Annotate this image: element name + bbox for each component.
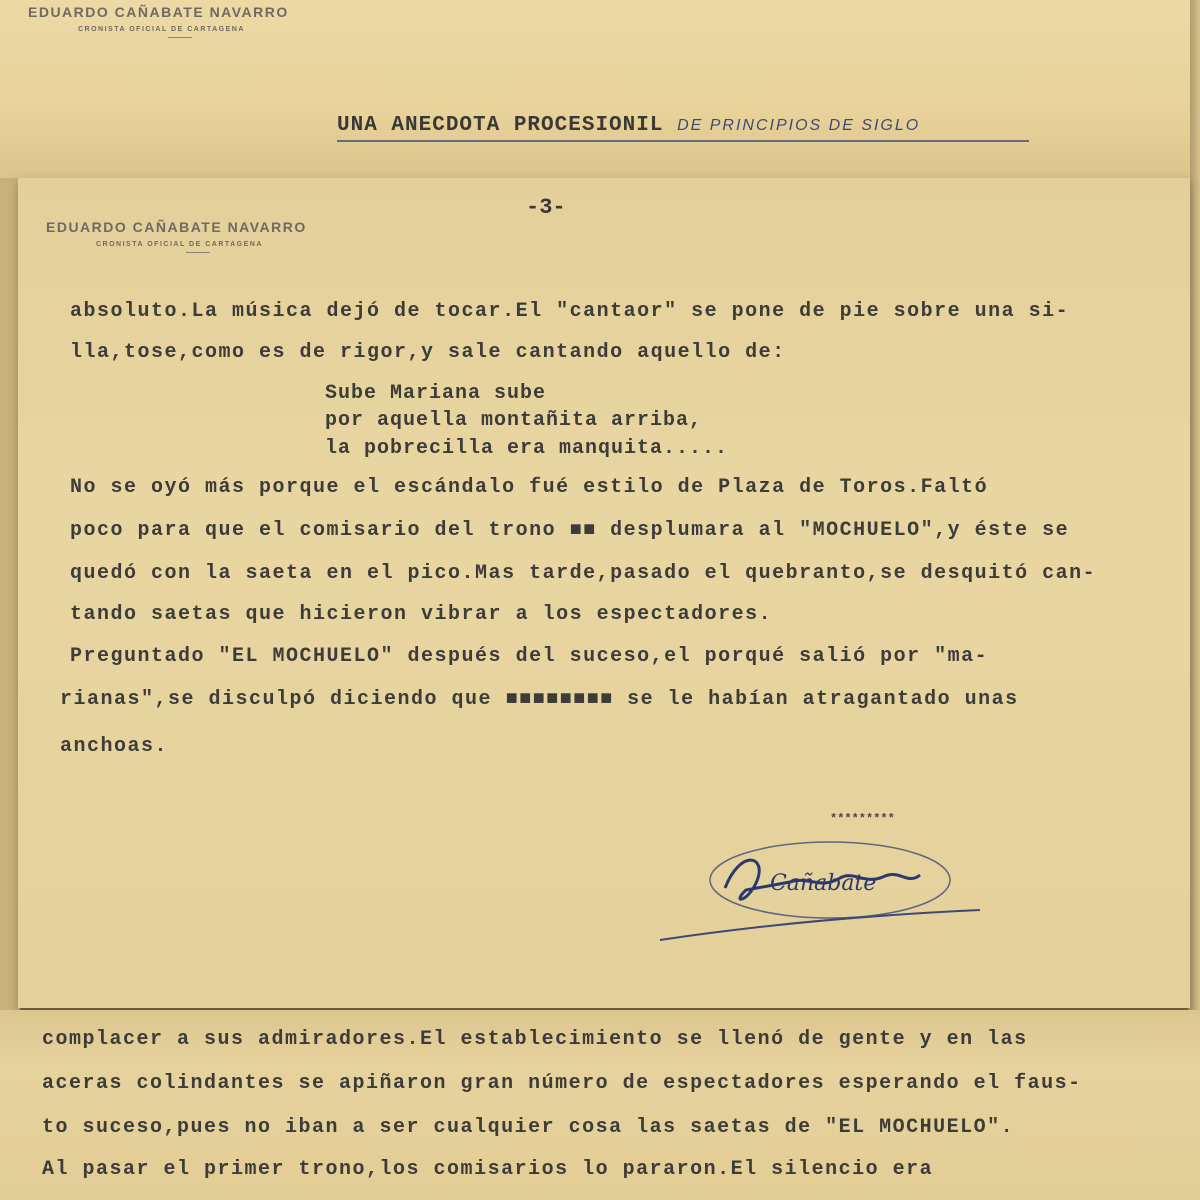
text-line: Al pasar el primer trono,los comisarios lo pararon.El silencio era [42, 1158, 934, 1181]
text-line: tando saetas que hicieron vibrar a los espectadores. [70, 603, 773, 626]
title-handwritten: DE PRINCIPIOS DE SIGLO [677, 117, 921, 134]
text-line: anchoas. [60, 735, 169, 758]
page-number: -3- [526, 195, 566, 220]
title-underline [337, 140, 1029, 142]
text-line: to suceso,pues no iban a ser cualquier cosa las saetas de "EL MOCHUELO". [42, 1116, 1015, 1139]
letterhead-rule [186, 252, 210, 253]
left-edge [0, 178, 20, 1013]
bottom-sheet [0, 1010, 1200, 1200]
text-line: No se oyó más porque el escándalo fué estilo de Plaza de Toros.Faltó [70, 476, 989, 499]
main-sheet [18, 178, 1190, 1008]
signature-text: Cañabate [770, 871, 877, 896]
letterhead-name: EDUARDO CAÑABATE NAVARRO [46, 219, 307, 235]
signature-underline [660, 910, 980, 940]
text-line: aceras colindantes se apiñaron gran número de espectadores esperando el faus- [42, 1072, 1082, 1095]
text-line: lla,tose,como es de rigor,y sale cantando aquello de: [70, 341, 786, 364]
end-mark: ********* [830, 812, 895, 826]
letterhead-title: CRONISTA OFICIAL DE CARTAGENA [78, 26, 245, 33]
text-line: Preguntado "EL MOCHUELO" después del suceso,el porqué salió por "ma- [70, 645, 989, 668]
letterhead-title: CRONISTA OFICIAL DE CARTAGENA [96, 241, 263, 248]
title-typed: UNA ANECDOTA PROCESIONIL [337, 114, 664, 137]
poem-line: Sube Mariana sube [325, 382, 547, 405]
signature [650, 830, 990, 950]
poem-line: por aquella montañita arriba, [325, 409, 703, 432]
text-line: poco para que el comisario del trono ■■ desplumara al "MOCHUELO",y éste se [70, 519, 1070, 542]
document-title [337, 114, 920, 137]
text-line: absoluto.La música dejó de tocar.El "cantaor" se pone de pie sobre una si- [70, 300, 1070, 323]
text-line: complacer a sus admiradores.El establecimiento se llenó de gente y en las [42, 1028, 1028, 1051]
text-line: rianas",se disculpó diciendo que ■■■■■■■■ se le habían atragantado unas [60, 688, 1019, 711]
letterhead-main [46, 219, 307, 253]
top-sheet [0, 0, 1190, 180]
poem-line: la pobrecilla era manquita..... [325, 437, 729, 460]
text-line: quedó con la saeta en el pico.Mas tarde,pasado el quebranto,se desquitó can- [70, 562, 1097, 585]
letterhead-top [28, 4, 289, 38]
letterhead-name: EDUARDO CAÑABATE NAVARRO [28, 4, 289, 20]
letterhead-rule [168, 37, 192, 38]
